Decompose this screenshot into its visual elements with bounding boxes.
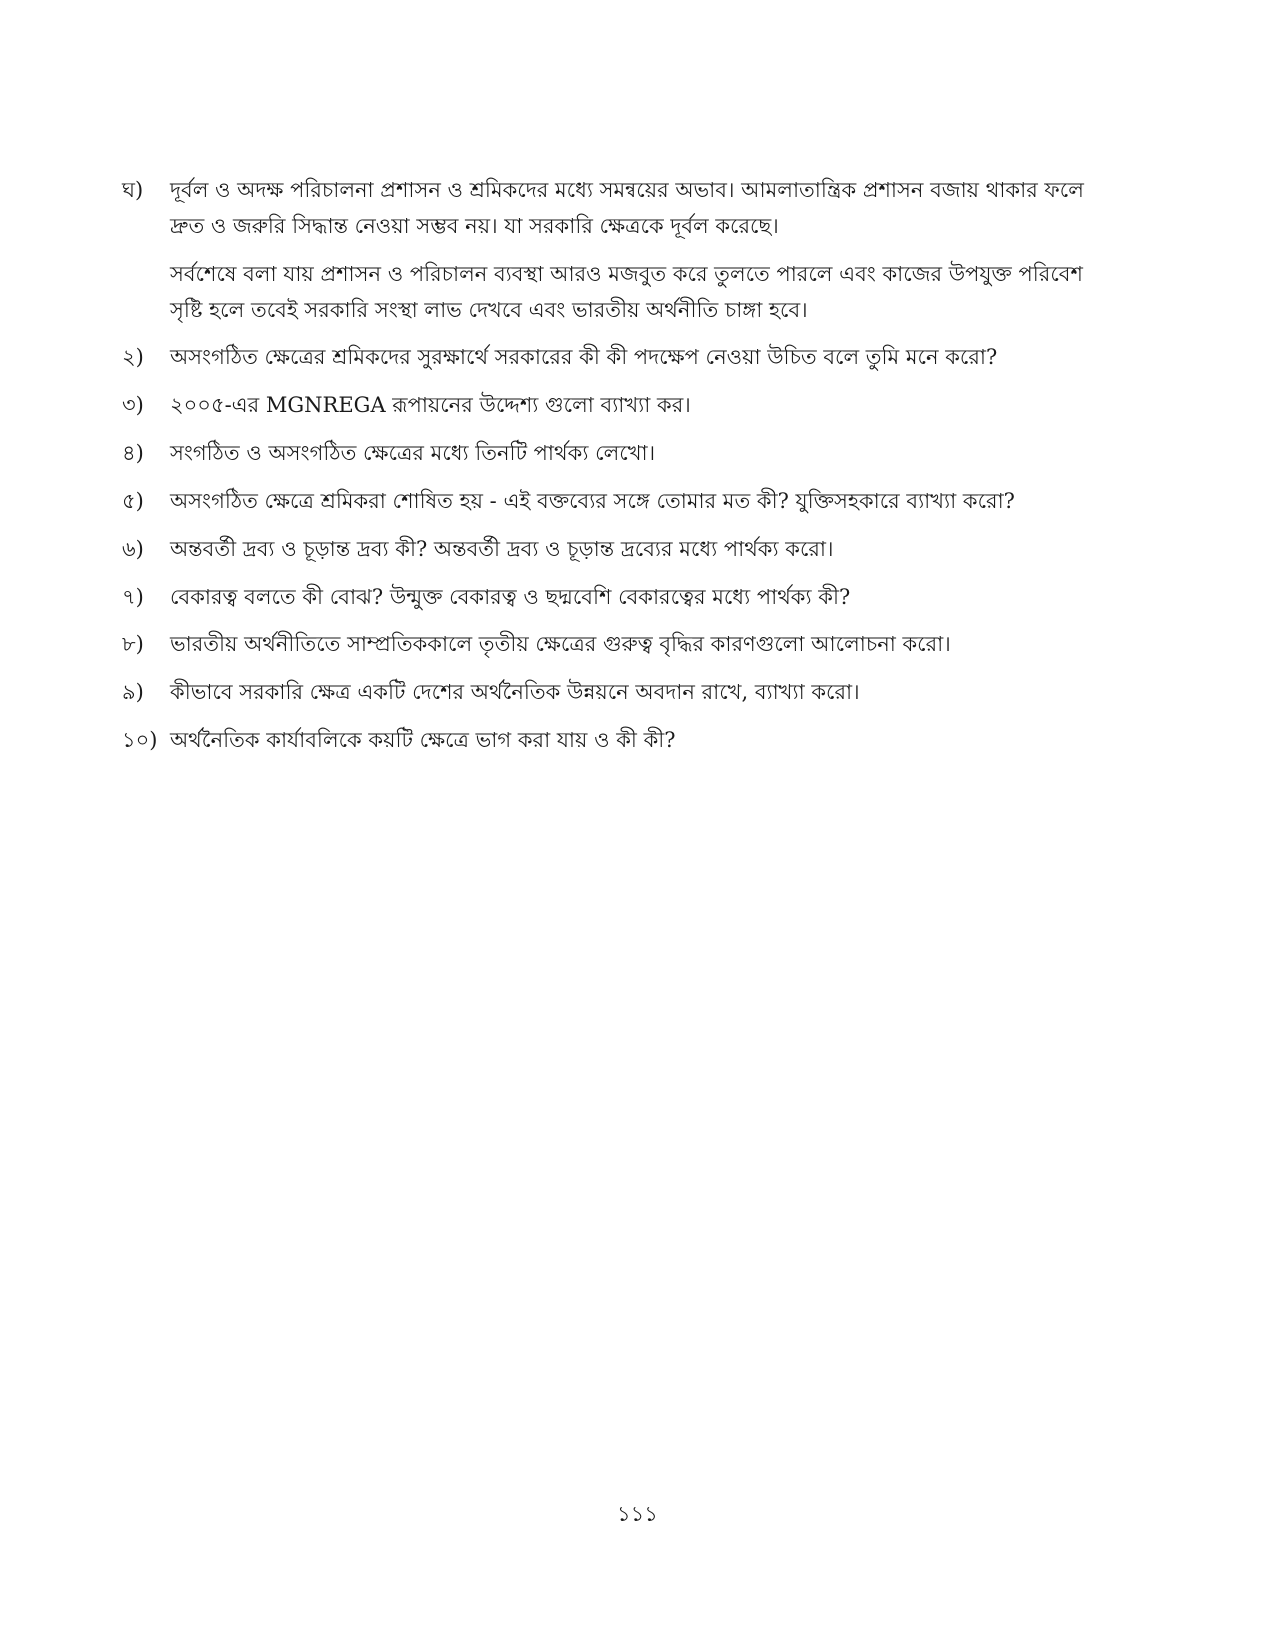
question-item-6 [122, 531, 1122, 567]
question-number: ২) [122, 345, 144, 369]
question-number: ১০) [122, 728, 158, 752]
question-item-4 [122, 435, 1122, 471]
question-item-9 [122, 674, 1122, 710]
question-text: বেকারত্ব বলতে কী বোঝ? উন্মুক্ত বেকারত্ব ও ছদ্মবেশি বেকারত্বের মধ্যে পার্থক্য কী? [170, 585, 851, 609]
question-text: অর্থনৈতিক কার্যাবলিকে কয়টি ক্ষেত্রে ভাগ করা যায় ও কী কী? [170, 728, 676, 752]
conclusion-paragraph [170, 256, 1130, 328]
question-text: অন্তবর্তী দ্রব্য ও চূড়ান্ত দ্রব্য কী? অন্তবর্তী দ্রব্য ও চূড়ান্ত দ্রব্যের মধ্যে পার্থক্য করো। [170, 537, 834, 561]
question-item-5 [122, 483, 1122, 519]
item-text [170, 172, 1122, 244]
conclusion-line-1: সর্বশেষে বলা যায় প্রশাসন ও পরিচালন ব্যবস্থা আরও মজবুত করে তুলতে পারলে এবং কাজের উপযুক্ত পরিবেশ [170, 262, 1083, 286]
question-number: ৩) [122, 393, 144, 417]
item-text-line-2: দ্রুত ও জরুরি সিদ্ধান্ত নেওয়া সম্ভব নয়। যা সরকারি ক্ষেত্রকে দূর্বল করেছে। [170, 214, 779, 238]
question-text: অসংগঠিত ক্ষেত্রে শ্রমিকরা শোষিত হয় - এই বক্তব্যের সঙ্গে তোমার মত কী? যুক্তিসহকারে ব্যাখ্যা করো? [170, 489, 1015, 513]
question-item-3 [122, 387, 1122, 423]
question-number: ৫) [122, 489, 144, 513]
question-text: সংগঠিত ও অসংগঠিত ক্ষেত্রের মধ্যে তিনটি পার্থক্য লেখো। [170, 441, 656, 465]
question-item-7 [122, 579, 1122, 615]
question-number: ৮) [122, 632, 144, 656]
question-number: ৪) [122, 441, 144, 465]
question-text: ভারতীয় অর্থনীতিতে সাম্প্রতিককালে তৃতীয় ক্ষেত্রের গুরুত্ব বৃদ্ধির কারণগুলো আলোচনা করো। [170, 632, 951, 656]
question-text: অসংগঠিত ক্ষেত্রের শ্রমিকদের সুরক্ষার্থে সরকারের কী কী পদক্ষেপ নেওয়া উচিত বলে তুমি মনে করো? [170, 345, 998, 369]
question-number: ৭) [122, 585, 144, 609]
question-number: ৬) [122, 537, 144, 561]
item-number: ঘ) [122, 178, 144, 202]
list-item-gha [122, 172, 1122, 244]
question-item-2 [122, 339, 1122, 375]
question-text: ২০০৫-এর MGNREGA রূপায়নের উদ্দেশ্য গুলো ব্যাখ্যা কর। [170, 393, 691, 417]
conclusion-line-2: সৃষ্টি হলে তবেই সরকারি সংস্থা লাভ দেখবে এবং ভারতীয় অর্থনীতি চাঙ্গা হবে। [170, 298, 808, 322]
question-item-10 [122, 722, 1122, 758]
page-number: ১১১ [617, 1502, 658, 1526]
item-text-line-1: দূর্বল ও অদক্ষ পরিচালনা প্রশাসন ও শ্রমিকদের মধ্যে সমন্বয়ের অভাব। আমলাতান্ত্রিক প্রশাসন বজায় থাকার ফলে [170, 178, 1084, 202]
question-number: ৯) [122, 680, 144, 704]
question-item-8 [122, 626, 1122, 662]
question-text: কীভাবে সরকারি ক্ষেত্র একটি দেশের অর্থনৈতিক উন্নয়নে অবদান রাখে, ব্যাখ্যা করো। [170, 680, 860, 704]
